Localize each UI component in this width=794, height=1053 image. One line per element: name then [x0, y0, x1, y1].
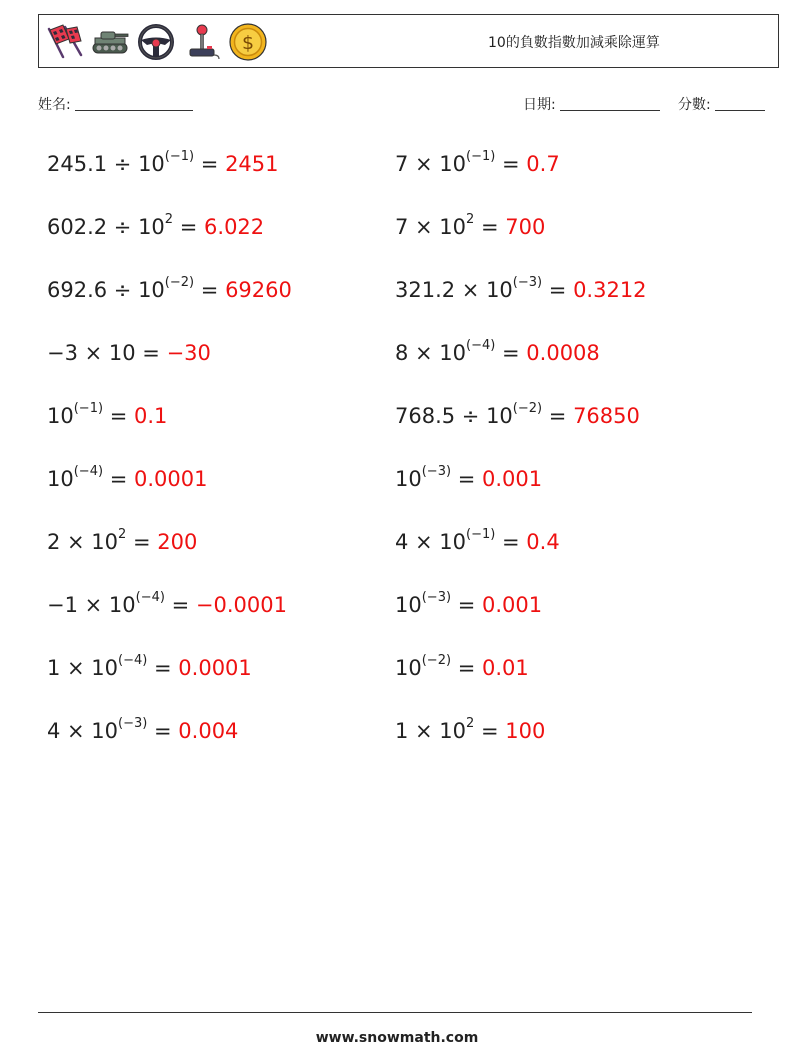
problem-expression: 10 — [395, 593, 422, 617]
problem-equals: = — [542, 278, 574, 302]
problem-equals: = — [451, 656, 482, 680]
problem-expression: −1 × 10 — [47, 593, 136, 617]
problem-exponent: (−4) — [73, 464, 104, 479]
problem-answer: 0.7 — [526, 152, 560, 176]
problem-answer: 700 — [505, 215, 546, 239]
problem-item — [395, 401, 640, 428]
problem-exponent: (−4) — [135, 590, 165, 605]
problem-item — [395, 527, 560, 554]
problem-exponent: 2 — [164, 212, 174, 227]
problem-equals: = — [164, 593, 196, 617]
problem-expression: 10 — [395, 467, 422, 491]
problem-expression: 1 × 10 — [395, 719, 467, 743]
tank-icon — [89, 21, 131, 63]
problem-equals: = — [147, 719, 179, 743]
problem-answer: 2451 — [225, 152, 279, 176]
problem-equals: = — [147, 656, 179, 680]
problem-answer: 0.004 — [178, 719, 239, 743]
problem-exponent: (−2) — [512, 401, 543, 416]
problem-item — [47, 149, 279, 176]
problem-exponent: (−3) — [118, 716, 148, 731]
worksheet-title: 10的負數指數加減乘除運算 — [488, 35, 660, 51]
problem-exponent: (−1) — [73, 401, 104, 416]
problem-expression: 768.5 ÷ 10 — [395, 404, 513, 428]
problem-exponent: (−1) — [466, 527, 496, 542]
problem-answer: 6.022 — [204, 215, 265, 239]
problem-exponent: 2 — [466, 716, 475, 731]
problem-expression: 602.2 ÷ 10 — [47, 215, 165, 239]
problem-equals: = — [474, 215, 506, 239]
problem-equals: = — [103, 467, 134, 491]
problem-expression: 1 × 10 — [47, 656, 119, 680]
problem-equals: = — [135, 341, 167, 365]
problem-expression: 10 — [47, 404, 74, 428]
problem-equals: = — [126, 530, 158, 554]
problem-item — [395, 590, 543, 617]
problem-equals: = — [103, 404, 134, 428]
score-label: 分數: — [678, 97, 711, 113]
score-field[interactable] — [678, 94, 765, 114]
problem-exponent: (−3) — [421, 464, 452, 479]
problem-item — [47, 590, 287, 617]
problem-exponent: (−3) — [421, 590, 452, 605]
problem-equals: = — [542, 404, 574, 428]
date-field[interactable] — [523, 94, 660, 114]
problem-equals: = — [495, 341, 527, 365]
steering-wheel-icon — [135, 21, 177, 63]
problem-exponent: (−3) — [512, 275, 543, 290]
svg-text:$: $ — [241, 32, 255, 54]
problem-expression: 245.1 ÷ 10 — [47, 152, 165, 176]
problem-equals: = — [451, 467, 482, 491]
problem-equals: = — [451, 593, 482, 617]
problem-item — [47, 401, 168, 428]
problem-expression: 7 × 10 — [395, 152, 467, 176]
name-label: 姓名: — [38, 97, 71, 113]
problem-answer: 0.4 — [526, 530, 560, 554]
problem-expression: 321.2 × 10 — [395, 278, 513, 302]
problem-answer: 0.0008 — [526, 341, 600, 365]
worksheet-header — [38, 14, 779, 68]
problem-exponent: (−4) — [466, 338, 496, 353]
problem-exponent: (−2) — [164, 275, 195, 290]
problem-item — [395, 212, 546, 239]
dollar-coin-icon — [227, 21, 269, 63]
problem-expression: 10 — [47, 467, 74, 491]
problem-answer: 0.0001 — [134, 467, 208, 491]
problem-item — [47, 716, 239, 743]
problem-item — [47, 275, 292, 302]
problem-answer: 100 — [505, 719, 546, 743]
date-blank[interactable] — [560, 97, 660, 111]
problem-item — [395, 149, 560, 176]
problem-expression: 7 × 10 — [395, 215, 467, 239]
problem-exponent: (−2) — [421, 653, 452, 668]
problem-equals: = — [194, 278, 226, 302]
problem-answer: 0.01 — [482, 656, 529, 680]
problem-exponent: 2 — [118, 527, 127, 542]
problem-item — [395, 653, 529, 680]
problem-expression: 8 × 10 — [395, 341, 467, 365]
problem-equals: = — [173, 215, 205, 239]
problem-exponent: (−4) — [118, 653, 148, 668]
problem-answer: 200 — [157, 530, 198, 554]
joystick-icon — [181, 21, 223, 63]
problem-exponent: (−1) — [164, 149, 195, 164]
problem-answer: 0.001 — [482, 467, 543, 491]
problem-item — [395, 464, 543, 491]
problem-expression: 4 × 10 — [395, 530, 467, 554]
problem-answer: 0.1 — [134, 404, 168, 428]
problem-equals: = — [474, 719, 506, 743]
problem-exponent: (−1) — [466, 149, 496, 164]
problem-answer: −0.0001 — [195, 593, 287, 617]
problem-expression: 4 × 10 — [47, 719, 119, 743]
problem-item — [395, 716, 546, 743]
racing-flag-icon — [43, 21, 85, 63]
problem-item — [395, 338, 600, 365]
name-field[interactable] — [38, 94, 193, 114]
score-blank[interactable] — [715, 97, 765, 111]
problem-expression: 10 — [395, 656, 422, 680]
problem-expression: 692.6 ÷ 10 — [47, 278, 165, 302]
problem-item — [47, 464, 208, 491]
problem-equals: = — [495, 152, 527, 176]
footer-divider — [38, 1012, 752, 1013]
problem-item — [47, 527, 198, 554]
problem-expression: 2 × 10 — [47, 530, 119, 554]
problem-answer: −30 — [166, 341, 211, 365]
problem-exponent: 2 — [466, 212, 475, 227]
problem-answer: 0.001 — [482, 593, 543, 617]
problem-answer: 76850 — [573, 404, 640, 428]
footer-website: www.snowmath.com — [315, 1030, 479, 1046]
header-icons — [43, 20, 269, 64]
problem-item — [395, 275, 647, 302]
problem-equals: = — [495, 530, 527, 554]
problem-answer: 0.3212 — [573, 278, 647, 302]
problem-item — [47, 212, 265, 239]
problem-item — [47, 653, 252, 680]
name-blank[interactable] — [75, 97, 193, 111]
problem-answer: 69260 — [225, 278, 292, 302]
problem-expression: −3 × 10 — [47, 341, 136, 365]
date-label: 日期: — [523, 97, 556, 113]
problem-equals: = — [194, 152, 226, 176]
problem-answer: 0.0001 — [178, 656, 252, 680]
problem-item — [47, 343, 211, 364]
